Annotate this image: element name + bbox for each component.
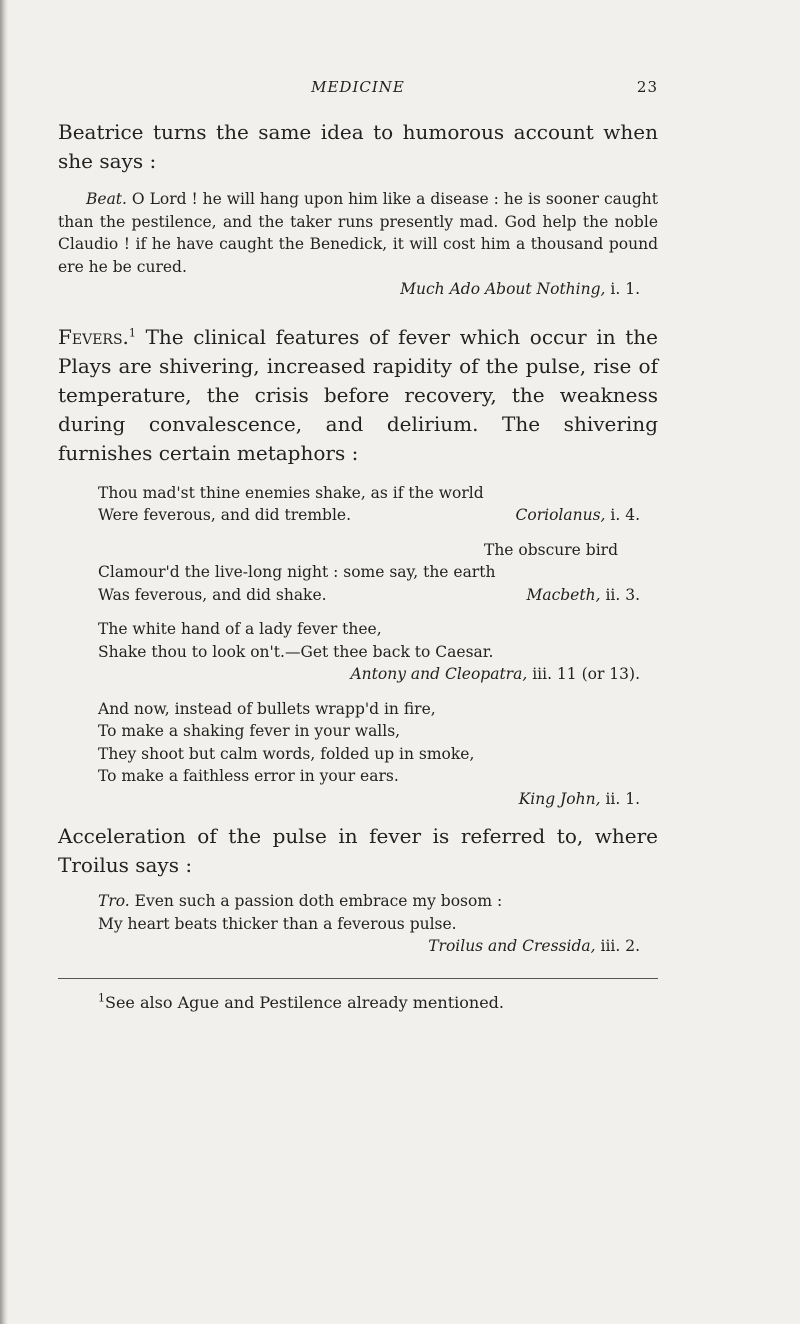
footnote-mark: 1 [98,991,105,1005]
verse-source [98,788,658,811]
verse-line: My heart beats thicker than a feverous pulse. [98,914,457,933]
verse-antony [58,618,658,686]
paragraph-beatrice: Beatrice turns the same idea to humorous account when she says : [58,120,658,173]
verse-line: To make a faithless error in your ears. [98,767,399,785]
verse-macbeth [58,539,658,607]
footnote [58,993,658,1012]
verse-line: Was feverous, and did shake. [98,585,327,604]
running-head-title: MEDICINE [311,78,405,96]
verse-line: Thou mad'st thine enemies shake, as if the world [98,483,484,502]
quote-much-ado-source [58,278,658,301]
source-ref: i. 1. [610,280,640,298]
footnote-divider [58,978,658,979]
footnote-text: See also Ague and Pestilence already mentioned. [105,992,504,1012]
source-ref: iii. 2. [600,937,640,955]
verse-line-text: Even such a passion doth embrace my bosom : [134,892,503,910]
page-number: 23 [636,78,658,96]
verse-source [98,663,658,686]
quote-much-ado [58,188,658,301]
paragraph-fevers [58,323,658,468]
verse-line: To make a shaking fever in your walls, [98,722,401,740]
verse-line [98,890,658,913]
paragraph-acceleration: Acceleration of the pulse in fever is referred to, where Troilus says : [58,824,658,877]
verse-source [98,935,658,958]
verse-line: Clamour'd the live-long night : some say, the earth [98,563,496,581]
verse-line: They shoot but calm words, folded up in smoke, [98,744,475,763]
verse-line: The white hand of a lady fever thee, [98,620,382,638]
source-ref: ii. 3. [605,585,640,604]
verse-troilus [58,890,658,958]
source-ref: iii. 11 (or 13). [532,665,640,683]
source-title: Antony and Cleopatra, [350,665,528,683]
source-ref: ii. 1. [605,789,640,808]
paragraph-fevers-text: The clinical features of fever which occur in the Plays are shivering, increased rapidity of the pulse, rise of temperature, the crisis before recovery, the weakness during convalescence, and delirium. The shivering furnishes certain metaphors : [58,324,658,465]
verse-line: Shake thou to look on't.—Get thee back to Caesar. [98,642,494,661]
source-title: Coriolanus, [515,506,606,524]
speaker-tro: Tro. [98,892,130,910]
source-title: King John, [518,789,601,808]
source-title: Macbeth, [526,585,601,604]
source-ref: i. 4. [610,506,640,524]
footnote-ref: 1 [128,325,136,339]
speaker-beat: Beat. [86,190,127,208]
verse-line: And now, instead of bullets wrapp'd in fire, [98,699,436,718]
verse-line: The obscure bird [483,540,618,559]
quote-much-ado-text: O Lord ! he will hang upon him like a disease : he is sooner caught than the pestilence, and the taker runs presently mad. God help the noble Claudio ! if he have caught the Benedick, it will cost him a thousand pound ere he be cured. [58,190,658,276]
page-spine-shadow [0,0,8,1324]
verse-coriolanus [58,482,658,527]
running-head [58,78,658,108]
source-title: Much Ado About Nothing, [400,280,606,298]
source-title: Troilus and Cressida, [428,937,596,955]
section-heading-fevers: Fevers. [58,324,129,349]
verse-line: Were feverous, and did tremble. [98,506,352,524]
book-page [58,78,658,1012]
verse-king-john [58,698,658,811]
